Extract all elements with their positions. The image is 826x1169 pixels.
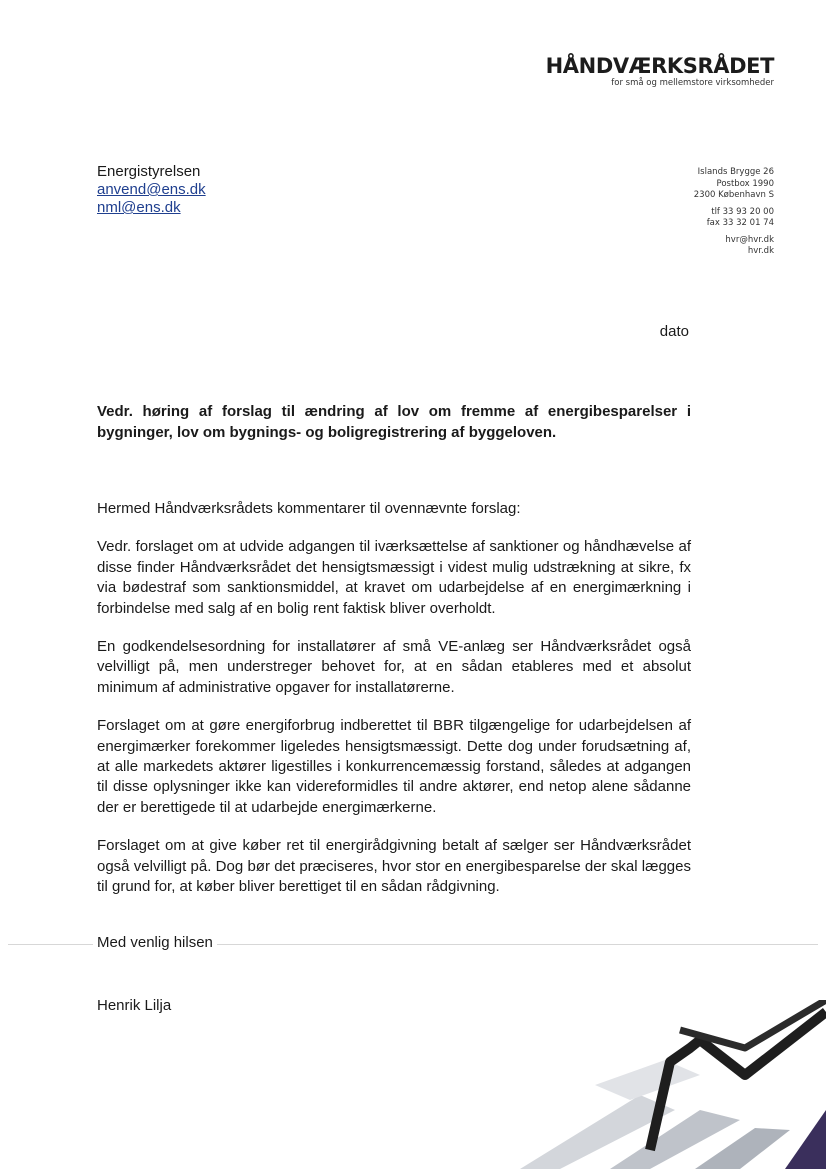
letter-date: dato	[659, 323, 689, 340]
recipient-email-link-2[interactable]: nml@ens.dk	[97, 199, 181, 216]
letter-body	[97, 499, 691, 916]
ribbon-accent-band	[785, 1110, 826, 1169]
body-paragraph: Forslaget om at give køber ret til energirådgivning betalt af sælger ser Håndværksrådet også velvilligt på. Dog bør det præciseres, hvor stor en energibesparelse der skal lægges til grund for, at køber bliver berettiget til en sådan rådgivning.	[97, 837, 691, 896]
sender-street: Islands Brygge 26	[697, 167, 774, 177]
signature-name: Henrik Lilja	[97, 997, 172, 1014]
recipient-name: Energistyrelsen	[97, 163, 201, 180]
body-paragraph: Forslaget om at gøre energiforbrug indberettet til BBR tilgængelige for udarbejdelsen af energimærker forekommer ligeledes hensigtsmæssigt. Dette dog under forudsætning af, at alle markedets aktører ligestilles i konkurrencemæssig forstand, således at adgangen til disse oplysninger ikke kan videreformidles til andre aktører, end netop alene sådanne der er berettigede til at udarbejde energimærkerne.	[97, 717, 691, 816]
recipient-block	[97, 163, 206, 217]
body-paragraph: Hermed Håndværksrådets kommentarer til ovennævnte forslag:	[97, 500, 521, 517]
organization-name: HÅNDVÆRKSRÅDET	[545, 54, 774, 78]
letterhead-logo	[546, 54, 774, 89]
letter-subject: Vedr. høring af forslag til ændring af lov om fremme af energibesparelser i bygninger, lov om bygnings- og boligregistrering af byggeloven.	[97, 403, 691, 441]
organization-tagline: for små og mellemstore virksomheder	[611, 78, 774, 88]
recipient-email-link-1[interactable]: anvend@ens.dk	[97, 181, 206, 198]
body-paragraph: En godkendelsesordning for installatører af små VE-anlæg ser Håndværksrådet også velvilligt på, men understreger behovet for, at en sådan etableres med et absolut minimum af administrative opgaver for installatørerne.	[97, 638, 691, 696]
closing-salutation: Med venlig hilsen	[93, 934, 217, 951]
ribbon-light-band	[595, 1060, 700, 1100]
decorative-ribbon-graphic	[500, 1000, 826, 1169]
sender-postbox: Postbox 1990	[716, 178, 774, 189]
sender-address-block	[694, 167, 774, 263]
sender-fax: fax 33 32 01 74	[706, 218, 774, 228]
sender-city: 2300 København S	[693, 190, 774, 200]
body-paragraph: Vedr. forslaget om at udvide adgangen til iværksættelse af sanktioner og håndhævelse af disse finder Håndværksrådet det hensigtsmæssigt i videst mulig udstrækning at sikre, fx via bødestraf som sanktionsmiddel, at kravet om udarbejdelse af en energimærkning i forbindelse med salg af en bolig rent faktisk bliver overholdt.	[97, 538, 691, 617]
sender-website: hvr.dk	[747, 246, 774, 256]
sender-email: hvr@hvr.dk	[725, 234, 774, 245]
sender-phone: tlf 33 93 20 00	[711, 206, 774, 217]
